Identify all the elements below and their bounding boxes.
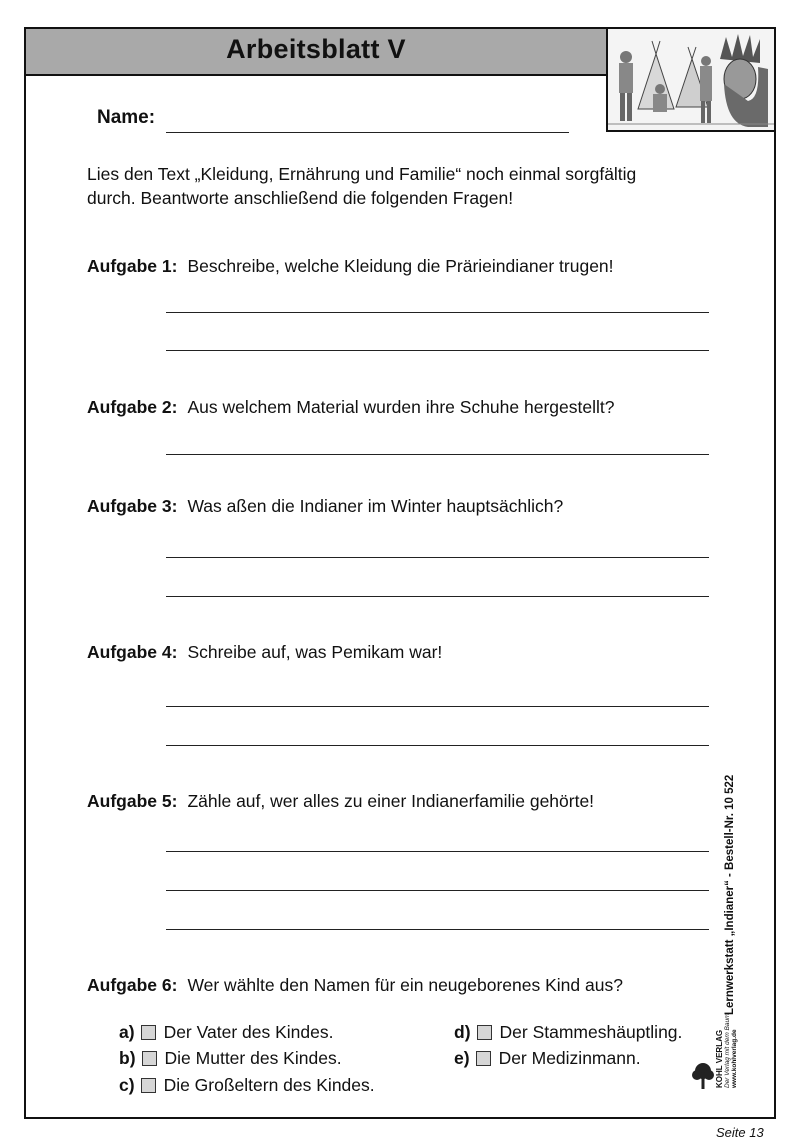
option-text: Der Stammeshäuptling. (499, 1022, 683, 1042)
option-text: Die Mutter des Kindes. (164, 1048, 342, 1068)
answer-line[interactable] (166, 890, 709, 891)
option-e[interactable] (454, 1048, 641, 1069)
publisher-slogan: Der Verlag mit dem Baum (723, 1013, 731, 1088)
answer-line[interactable] (166, 350, 709, 351)
answer-line[interactable] (166, 596, 709, 597)
answer-line[interactable] (166, 557, 709, 558)
page-title: Arbeitsblatt V (226, 34, 406, 64)
option-d[interactable] (454, 1022, 682, 1043)
name-input-line[interactable] (166, 132, 569, 133)
checkbox[interactable] (477, 1025, 492, 1040)
name-label: Name: (97, 107, 156, 128)
option-letter: d) (454, 1022, 471, 1042)
sidebar-text: Lernwerkstatt „Indianer“ - Bestell-Nr. 10 522 (724, 774, 736, 1015)
task-4 (87, 642, 442, 663)
task-5-label: Aufgabe 5: (87, 791, 178, 811)
option-letter: e) (454, 1048, 470, 1068)
illustration-drawing (608, 29, 774, 130)
answer-line[interactable] (166, 851, 709, 852)
task-2 (87, 397, 614, 418)
checkbox[interactable] (141, 1078, 156, 1093)
task-4-question: Schreibe auf, was Pemikam war! (187, 642, 443, 662)
option-letter: a) (119, 1022, 135, 1042)
task-5 (87, 791, 594, 812)
task-6-question: Wer wählte den Namen für ein neugeborenes Kind aus? (187, 975, 623, 995)
option-c[interactable] (119, 1075, 375, 1096)
publisher-logo (690, 1013, 742, 1090)
instructions (87, 162, 747, 210)
task-2-question: Aus welchem Material wurden ihre Schuhe hergestellt? (187, 397, 615, 417)
option-text: Der Vater des Kindes. (163, 1022, 334, 1042)
task-6 (87, 975, 623, 996)
answer-line[interactable] (166, 454, 709, 455)
checkbox[interactable] (476, 1051, 491, 1066)
page-number: Seite 13 (716, 1125, 764, 1140)
tree-icon (692, 1062, 714, 1090)
answer-line[interactable] (166, 745, 709, 746)
instructions-line-2: durch. Beantworte anschließend die folgenden Fragen! (87, 188, 514, 208)
task-4-label: Aufgabe 4: (87, 642, 178, 662)
checkbox[interactable] (142, 1051, 157, 1066)
option-letter: b) (119, 1048, 136, 1068)
task-1-question: Beschreibe, welche Kleidung die Prärieindianer trugen! (187, 256, 614, 276)
task-1 (87, 256, 614, 277)
task-3-question: Was aßen die Indianer im Winter hauptsächlich? (187, 496, 564, 516)
option-text: Die Großeltern des Kindes. (163, 1075, 375, 1095)
option-letter: c) (119, 1075, 135, 1095)
instructions-line-1: Lies den Text „Kleidung, Ernährung und Familie“ noch einmal sorgfältig (87, 164, 637, 184)
task-6-label: Aufgabe 6: (87, 975, 178, 995)
option-text: Der Medizinmann. (498, 1048, 641, 1068)
task-3 (87, 496, 563, 517)
task-5-question: Zähle auf, wer alles zu einer Indianerfamilie gehörte! (187, 791, 595, 811)
worksheet-frame (24, 27, 776, 1119)
answer-line[interactable] (166, 312, 709, 313)
publisher-name: KOHL VERLAG (715, 1029, 724, 1088)
option-a[interactable] (119, 1022, 333, 1043)
task-2-label: Aufgabe 2: (87, 397, 178, 417)
task-3-label: Aufgabe 3: (87, 496, 178, 516)
task-1-label: Aufgabe 1: (87, 256, 178, 276)
publisher-url[interactable]: www.kohlverlag.de (731, 1029, 738, 1088)
indians-illustration (606, 29, 774, 132)
answer-line[interactable] (166, 706, 709, 707)
header-bar (26, 29, 606, 76)
publisher-text (716, 1013, 739, 1088)
checkbox[interactable] (141, 1025, 156, 1040)
answer-line[interactable] (166, 929, 709, 930)
option-b[interactable] (119, 1048, 342, 1069)
